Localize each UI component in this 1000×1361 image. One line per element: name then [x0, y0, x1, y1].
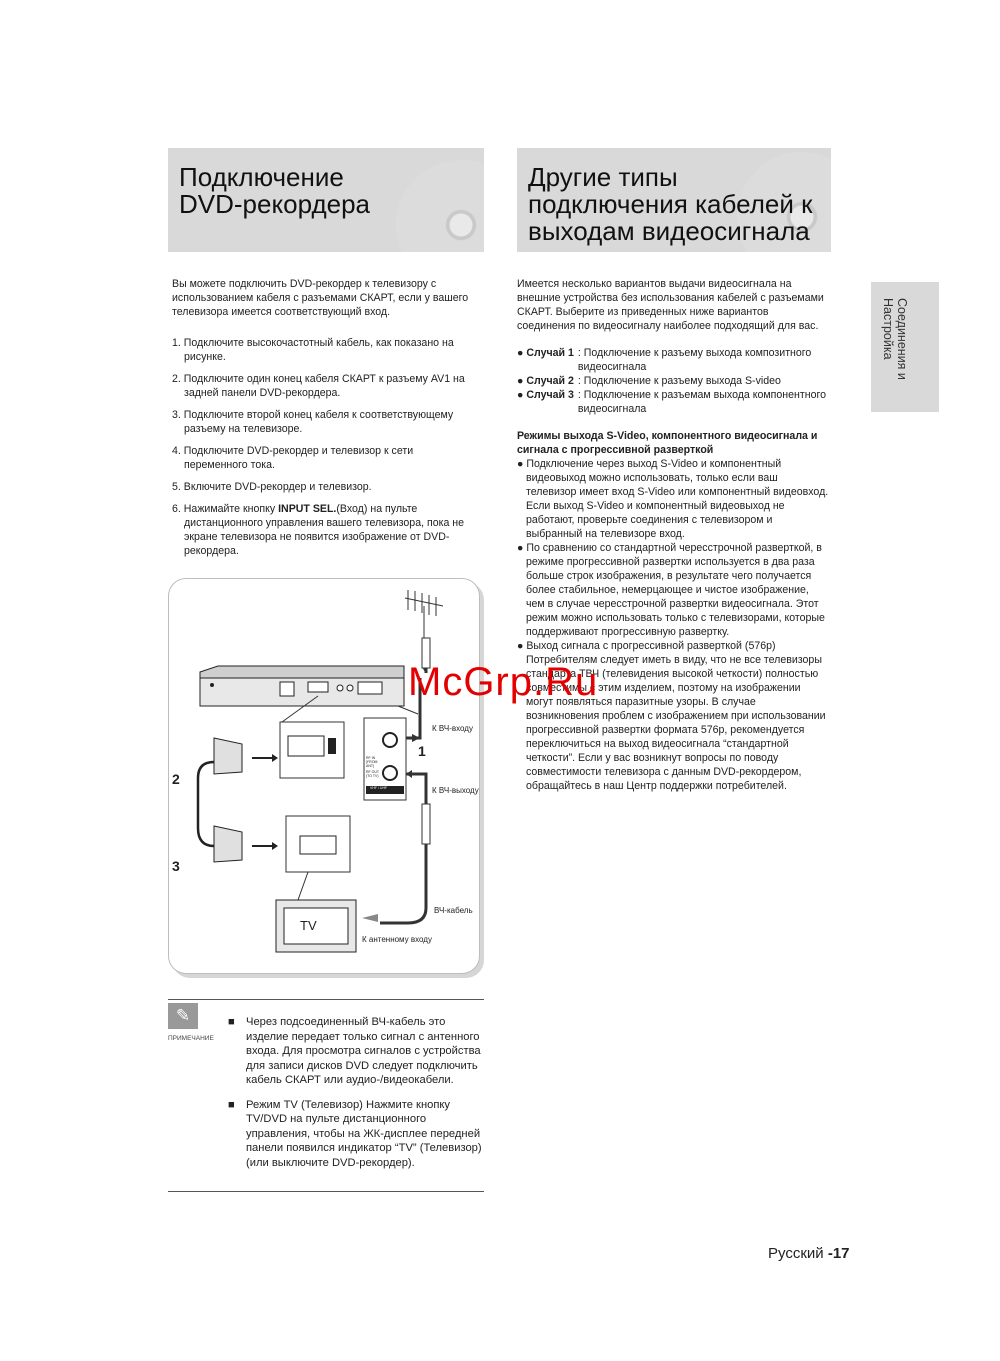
watermark: McGrp.Ru — [408, 660, 599, 704]
output-modes-bullets — [517, 457, 829, 793]
step-number-1: 1 — [418, 743, 426, 759]
left-title-banner — [168, 148, 484, 252]
label-rf-output: К ВЧ-выходу — [432, 786, 479, 795]
right-title-banner — [517, 148, 831, 252]
step-item: 3. Подключите второй конец кабеля к соответствующему разъему на телевизоре. — [172, 409, 454, 435]
step-item: 4. Подключите DVD-рекордер и телевизор к сети переменного тока. — [172, 445, 414, 471]
input-sel-button-name: INPUT SEL. — [278, 503, 337, 515]
note-item: ■ Режим TV (Телевизор) Нажмите кнопку TV/DVD на пульте дистанционного управления, чтобы на ЖК-дисплее передней панели появился индикатор “TV” (Телевизор) (или выключите DVD-рекордер). — [228, 1098, 482, 1169]
label-antenna-input: К антенному входу — [362, 935, 432, 944]
side-tab-line1: Соединения и — [895, 298, 909, 380]
note-bottom-rule — [168, 1191, 484, 1192]
panel-vhf-uhf-label: VHF / UHF — [370, 786, 388, 790]
note-content — [228, 1015, 482, 1180]
step-number-3: 3 — [172, 858, 180, 874]
connection-steps — [172, 336, 477, 566]
connection-diagram-drawing — [168, 578, 484, 978]
panel-rf-out-label: RF OUT (TO TV) — [366, 770, 379, 778]
case-item: ● Случай 2 : Подключение к разъему выхода S-video — [517, 375, 781, 387]
panel-rf-in-label: RF IN (FROM ANT) — [366, 756, 378, 768]
output-modes-heading: Режимы выхода S-Video, компонентного видеосигнала и сигнала с прогрессивной разверткой — [517, 430, 818, 456]
side-tab — [871, 282, 939, 412]
step-item: 5. Включите DVD-рекордер и телевизор. — [172, 481, 372, 493]
label-rf-input: К ВЧ-входу — [432, 724, 473, 733]
bullet-item: ● Выход сигнала с прогрессивной разверткой (576p) Потребителям следует иметь в виду, что не все телевизоры стандарта ТВЧ (телевидения высокой четкости) полностью совместимы с этим изделием, поэтому на изображении могут появляться паразитные узоры. В случае возникновения проблем с изображением при использовании прогрессивной развертки формата 576p, рекомендуется переключиться на выход видеосигнала “стандартной четкости”. Если у вас возникнут вопросы по поводу совместимости телевизора с данным DVD-рекордером, обращайтесь в наш Центр поддержки потребителей. — [517, 640, 826, 792]
note-label: ПРИМЕЧАНИЕ — [168, 1035, 214, 1042]
right-intro: Имеется несколько вариантов выдачи видеосигнала на внешние устройства без использования кабелей с разъемами СКАРТ. Выберите из приведенных ниже вариантов соединения по видеосигналу наиболее подходящий для вас. — [517, 278, 824, 332]
antenna-icon — [405, 590, 443, 638]
pencil-icon: ✎ — [168, 1003, 198, 1029]
page-footer — [768, 1245, 850, 1262]
page-number: -17 — [827, 1245, 850, 1262]
dvd-recorder-icon — [200, 666, 404, 706]
step-item: 6. Нажимайте кнопку INPUT SEL.(Вход) на пульте дистанционного управления вашего телевизора, пока не экране телевизора не появится изображение от DVD-рекордера. — [172, 503, 465, 557]
note-item: ■ Через подсоединенный ВЧ-кабель это изделие передает только сигнал с антенного входа. Для просмотра сигналов с устройства для записи дисков DVD следует подключить кабель СКАРТ или аудио-/видеокабели. — [228, 1016, 481, 1086]
step-item: 2. Подключите один конец кабеля СКАРТ к разъему AV1 на задней панели DVD-рекордера. — [172, 373, 465, 399]
tv-label: TV — [300, 918, 317, 933]
right-title: Другие типы подключения кабелей к выходам видеосигнала — [528, 162, 813, 246]
left-intro: Вы можете подключить DVD-рекордер к телевизору с использованием кабеля с разъемами СКАРТ, если у вашего телевизора имеется соответствующий вход. — [172, 278, 469, 318]
step-number-2: 2 — [172, 771, 180, 787]
case-list — [517, 346, 829, 416]
footer-language: Русский — [768, 1245, 824, 1262]
label-rf-cable: ВЧ-кабель — [434, 906, 473, 915]
scart-plug-icon — [214, 738, 242, 862]
bullet-item: ● По сравнению со стандартной чересстрочной разверткой, в режиме прогрессивной развертки используется в два раза больше строк изображения, в результате чего получается более стабильное, немерцающее и чистое изображение, чем в случае чересстрочной развертки видеосигнала. Этот режим можно использовать только с телевизорами, которые поддерживают прогрессивную развертку. — [517, 542, 825, 638]
bullet-item: ● Подключение через выход S-Video и компонентный видеовыход можно использовать, только если ваш телевизор имеет вход S-Video или компонентный видеовход. Если выход S-Video и компонентный видеовыход не работают, проверьте соединения с телевизором и выбранный на телевизоре вход. — [517, 458, 829, 540]
scart-cable — [198, 762, 214, 846]
note-top-rule — [168, 999, 484, 1000]
case-item: ● Случай 1 : Подключение к разъему выхода композитного видеосигнала — [517, 347, 812, 373]
left-title: Подключение DVD-рекордера — [179, 162, 371, 219]
case-item: ● Случай 3 : Подключение к разъемам выхода компонентного видеосигнала — [517, 389, 827, 415]
side-tab-line2: Настройка — [881, 298, 895, 360]
step-item: 1. Подключите высокочастотный кабель, как показано на рисунке. — [172, 337, 454, 363]
